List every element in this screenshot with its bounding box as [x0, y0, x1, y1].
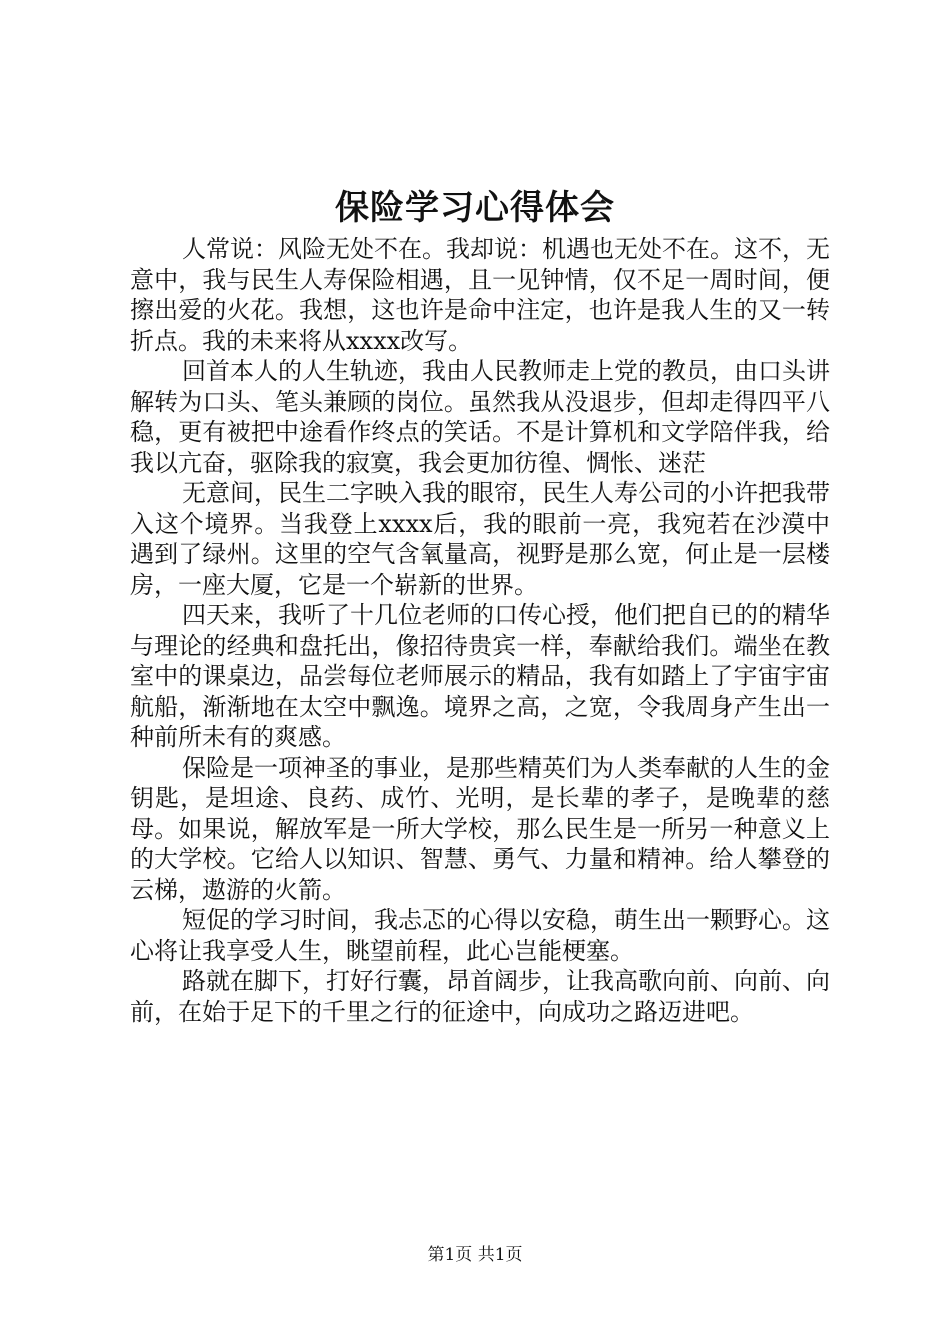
page-footer: 第1页 共1页 — [427, 1245, 523, 1265]
paragraph-6: 短促的学习时间，我忐忑的心得以安稳，萌生出一颗野心。这心将让我享受人生，眺望前程，此心岂能梗塞。 — [130, 906, 830, 965]
paragraph-4: 四天来，我听了十几位老师的口传心授，他们把自已的的精华与理论的经典和盘托出，像招待贵宾一样，奉献给我们。端坐在教室中的课桌边，品尝每位老师展示的精品，我有如踏上了宇宙宇宙航船，渐渐地在太空中飘逸。境界之高，之宽，令我周身产生出一种前所未有的爽感。 — [130, 601, 830, 751]
paragraph-7: 路就在脚下，打好行囊，昂首阔步，让我高歌向前、向前、向前，在始于足下的千里之行的征途中，向成功之路迈进吧。 — [130, 967, 830, 1026]
page-title: 保险学习心得体会 — [335, 188, 615, 228]
paragraph-3: 无意间，民生二字映入我的眼帘，民生人寿公司的小许把我带入这个境界。当我登上xxxx后，我的眼前一亮，我宛若在沙漠中遇到了绿州。这里的空气含氧量高，视野是那么宽，何止是一层楼房，一座大厦，它是一个崭新的世界。 — [130, 479, 830, 599]
paragraph-2: 回首本人的人生轨迹，我由人民教师走上党的教员，由口头讲解转为口头、笔头兼顾的岗位。虽然我从没退步，但却走得四平八稳，更有被把中途看作终点的笑话。不是计算机和文学陪伴我，给我以亢奋，驱除我的寂寞，我会更加彷徨、惆怅、迷茫 — [130, 357, 830, 477]
paragraph-5: 保险是一项神圣的事业，是那些精英们为人类奉献的人生的金钥匙，是坦途、良药、成竹、光明，是长辈的孝子，是晚辈的慈母。如果说，解放军是一所大学校，那么民生是一所另一种意义上的大学校。它给人以知识、智慧、勇气、力量和精神。给人攀登的云梯，遨游的火箭。 — [130, 753, 830, 904]
document-body — [130, 234, 830, 1027]
paragraph-1: 人常说：风险无处不在。我却说：机遇也无处不在。这不，无意中，我与民生人寿保险相遇，且一见钟情，仅不足一周时间，便擦出爱的火花。我想，这也许是命中注定，也许是我人生的又一转折点。我的未来将从xxxx改写。 — [130, 235, 830, 355]
